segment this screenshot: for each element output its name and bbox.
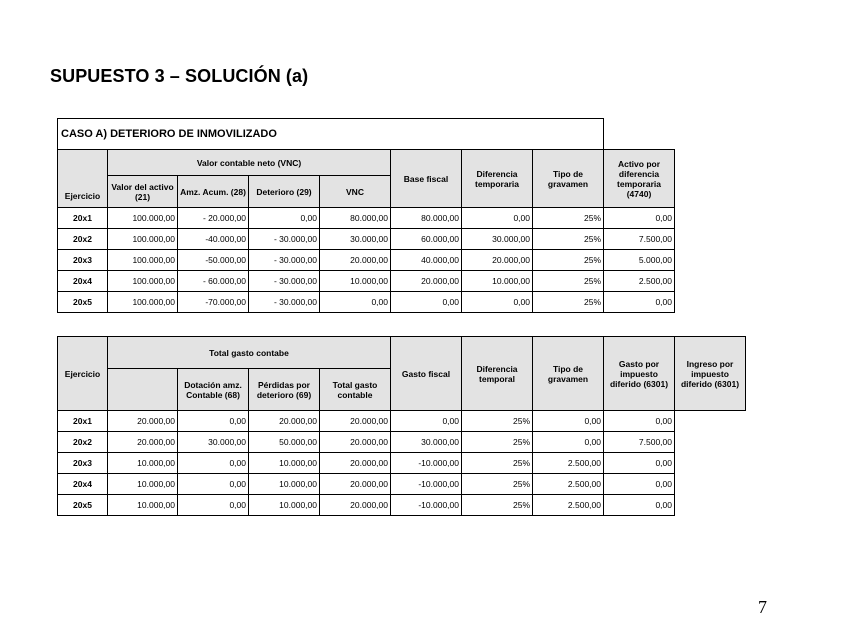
- table-cell: 60.000,00: [391, 229, 462, 250]
- table-cell: 20.000,00: [108, 411, 178, 432]
- table-cell: 80.000,00: [391, 208, 462, 229]
- row-ejercicio: 20x5: [58, 292, 108, 313]
- header-perdidas: Pérdidas por deterioro (69): [249, 369, 320, 411]
- deterioro-table: [57, 118, 675, 313]
- table-cell: 25%: [533, 250, 604, 271]
- table-cell: -10.000,00: [391, 474, 462, 495]
- table-cell: - 30.000,00: [249, 271, 320, 292]
- header-ejercicio: Ejercicio: [58, 337, 108, 411]
- table-cell: 10.000,00: [108, 495, 178, 516]
- table-cell: 20.000,00: [391, 271, 462, 292]
- header-amz-acum: Amz. Acum. (28): [178, 176, 249, 208]
- table-cell: 20.000,00: [320, 453, 391, 474]
- table-cell: 50.000,00: [249, 432, 320, 453]
- header-gasto-impuesto: Gasto por impuesto diferido (6301): [604, 337, 675, 411]
- table-cell: 20.000,00: [320, 411, 391, 432]
- header-tipo-gravamen: Tipo de gravamen: [533, 150, 604, 208]
- table-cell: 10.000,00: [249, 495, 320, 516]
- table-cell: 0,00: [391, 292, 462, 313]
- table-cell: 2.500,00: [604, 271, 675, 292]
- table-row: [58, 250, 675, 271]
- table-cell: -70.000,00: [178, 292, 249, 313]
- row-ejercicio: 20x3: [58, 453, 108, 474]
- row-ejercicio: 20x2: [58, 229, 108, 250]
- table-cell: 30.000,00: [320, 229, 391, 250]
- table-cell: 25%: [533, 292, 604, 313]
- table-cell: 25%: [462, 453, 533, 474]
- table-row: [58, 432, 746, 453]
- header-base-fiscal: Base fiscal: [391, 150, 462, 208]
- header-valor-activo: Valor del activo (21): [108, 176, 178, 208]
- table-row: [58, 474, 746, 495]
- table-cell: 100.000,00: [108, 229, 178, 250]
- table-row: [58, 208, 675, 229]
- table-cell: 20.000,00: [320, 495, 391, 516]
- table-cell: 0,00: [604, 453, 675, 474]
- header-diferencia-temporaria: Diferencia temporaria: [462, 150, 533, 208]
- table-cell: 5.000,00: [604, 250, 675, 271]
- table-cell: 0,00: [604, 292, 675, 313]
- table-cell: 20.000,00: [320, 250, 391, 271]
- table-cell: -10.000,00: [391, 453, 462, 474]
- header-deterioro: Deterioro (29): [249, 176, 320, 208]
- header-gasto-fiscal: Gasto fiscal: [391, 337, 462, 411]
- row-ejercicio: 20x1: [58, 411, 108, 432]
- table-cell: 30.000,00: [178, 432, 249, 453]
- table-cell: 7.500,00: [604, 229, 675, 250]
- header-dotacion: Dotación amz. Contable (68): [178, 369, 249, 411]
- page-number: 7: [758, 597, 767, 617]
- table-cell: 0,00: [604, 495, 675, 516]
- table-cell: 10.000,00: [108, 453, 178, 474]
- table-row: [58, 229, 675, 250]
- table-caption: CASO A) DETERIORO DE INMOVILIZADO: [58, 119, 604, 150]
- table-cell: 0,00: [249, 208, 320, 229]
- table-cell: 0,00: [462, 208, 533, 229]
- table-cell: -40.000,00: [178, 229, 249, 250]
- table-cell: 10.000,00: [462, 271, 533, 292]
- table-cell: 25%: [462, 432, 533, 453]
- table-cell: 10.000,00: [249, 453, 320, 474]
- table-cell: 20.000,00: [320, 474, 391, 495]
- table-cell: 0,00: [462, 292, 533, 313]
- table-cell: 25%: [533, 229, 604, 250]
- table-cell: - 30.000,00: [249, 229, 320, 250]
- table-cell: 25%: [462, 474, 533, 495]
- row-ejercicio: 20x1: [58, 208, 108, 229]
- gasto-table: [57, 336, 746, 516]
- row-ejercicio: 20x2: [58, 432, 108, 453]
- header-ingreso-impuesto: Ingreso por impuesto diferido (6301): [675, 337, 746, 411]
- table-cell: 0,00: [604, 411, 675, 432]
- table-cell: 2.500,00: [533, 495, 604, 516]
- table-cell: 25%: [533, 208, 604, 229]
- table-cell: 100.000,00: [108, 208, 178, 229]
- table-row: [58, 292, 675, 313]
- table-row: [58, 411, 746, 432]
- slide-title: SUPUESTO 3 – SOLUCIÓN (a): [50, 66, 309, 86]
- table-cell: - 60.000,00: [178, 271, 249, 292]
- table-cell: 40.000,00: [391, 250, 462, 271]
- table-cell: 0,00: [178, 453, 249, 474]
- table-cell: 0,00: [533, 411, 604, 432]
- table-cell: 0,00: [178, 495, 249, 516]
- table-cell: - 20.000,00: [178, 208, 249, 229]
- header-vnc: VNC: [320, 176, 391, 208]
- table-cell: 25%: [462, 411, 533, 432]
- table-cell: 80.000,00: [320, 208, 391, 229]
- table-cell: - 30.000,00: [249, 292, 320, 313]
- table-cell: 100.000,00: [108, 271, 178, 292]
- row-ejercicio: 20x5: [58, 495, 108, 516]
- row-ejercicio: 20x4: [58, 474, 108, 495]
- header-group-gasto: Total gasto contabe: [108, 337, 391, 369]
- table-cell: 20.000,00: [320, 432, 391, 453]
- header-total-gasto: Total gasto contable: [320, 369, 391, 411]
- table-cell: 30.000,00: [391, 432, 462, 453]
- table-cell: 0,00: [604, 474, 675, 495]
- table-cell: 20.000,00: [249, 411, 320, 432]
- header-ejercicio: Ejercicio: [58, 150, 108, 208]
- table-cell: 20.000,00: [108, 432, 178, 453]
- table-cell: 100.000,00: [108, 292, 178, 313]
- table-row: [58, 453, 746, 474]
- header-tipo-gravamen: Tipo de gravamen: [533, 337, 604, 411]
- table-cell: 0,00: [320, 292, 391, 313]
- table-cell: 25%: [462, 495, 533, 516]
- table-cell: 0,00: [391, 411, 462, 432]
- table-row: [58, 495, 746, 516]
- header-activo-diferencia: Activo por diferencia temporaria (4740): [604, 150, 675, 208]
- blank-column: [108, 369, 178, 411]
- table-cell: -50.000,00: [178, 250, 249, 271]
- header-group-vnc: Valor contable neto (VNC): [108, 150, 391, 176]
- table-cell: 10.000,00: [108, 474, 178, 495]
- table-cell: 2.500,00: [533, 453, 604, 474]
- row-ejercicio: 20x4: [58, 271, 108, 292]
- table-cell: 25%: [533, 271, 604, 292]
- table-cell: 100.000,00: [108, 250, 178, 271]
- header-diferencia-temporal: Diferencia temporal: [462, 337, 533, 411]
- table-cell: 0,00: [178, 474, 249, 495]
- table-cell: 0,00: [604, 208, 675, 229]
- table-cell: 10.000,00: [320, 271, 391, 292]
- table-cell: 10.000,00: [249, 474, 320, 495]
- table-cell: - 30.000,00: [249, 250, 320, 271]
- row-ejercicio: 20x3: [58, 250, 108, 271]
- table-row: [58, 271, 675, 292]
- table-cell: 0,00: [533, 432, 604, 453]
- table-cell: 0,00: [178, 411, 249, 432]
- table-cell: 7.500,00: [604, 432, 675, 453]
- table-cell: 20.000,00: [462, 250, 533, 271]
- table-cell: -10.000,00: [391, 495, 462, 516]
- table-cell: 2.500,00: [533, 474, 604, 495]
- table-cell: 30.000,00: [462, 229, 533, 250]
